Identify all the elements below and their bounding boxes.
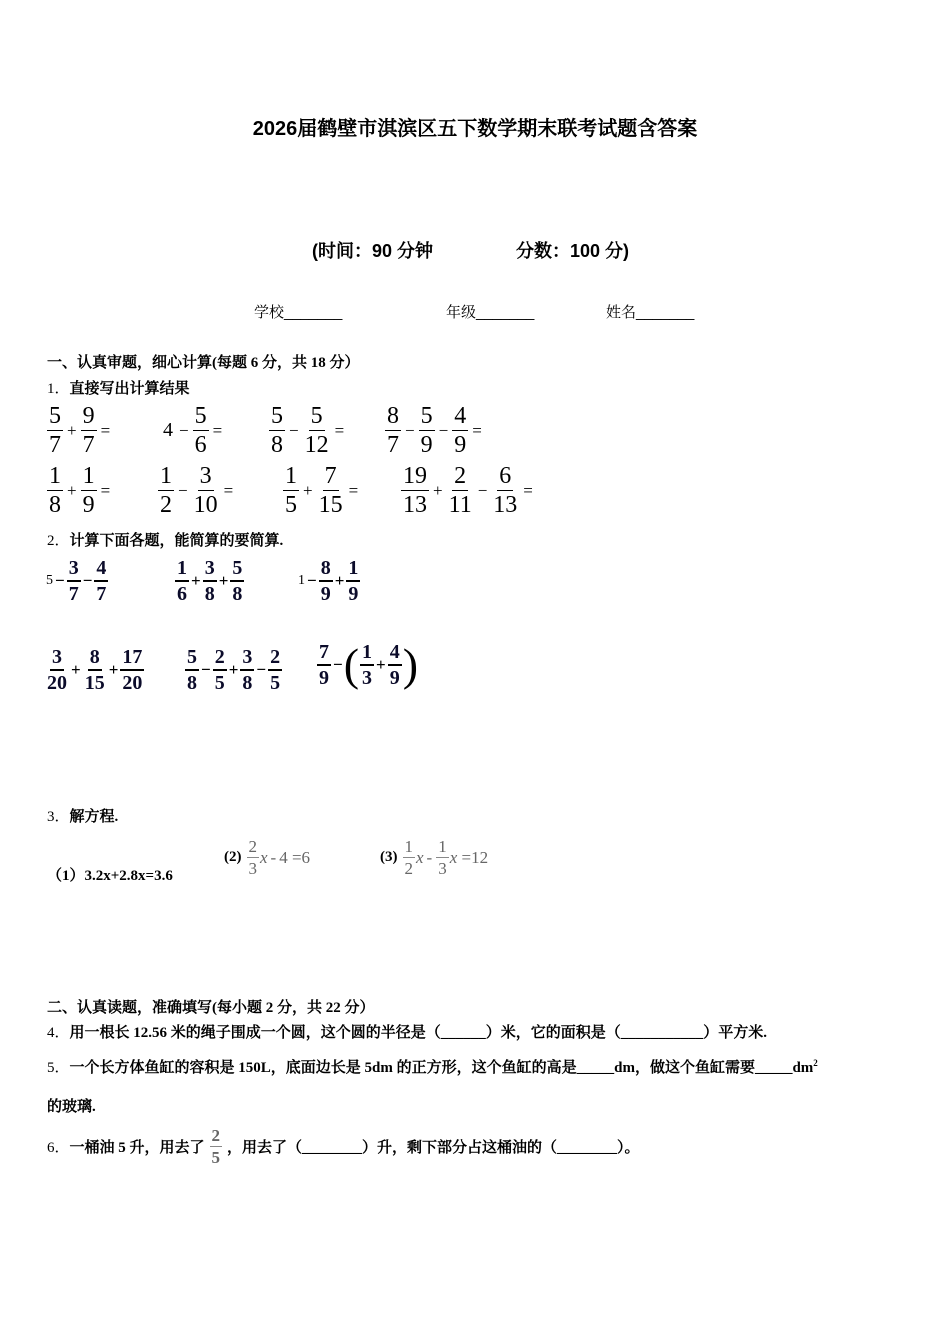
section-2-heading: 二、认真读题，准确填写(每小题 2 分，共 22 分） <box>47 1000 375 1016</box>
question-6 <box>47 1126 640 1166</box>
calc-1-3: 5 8 − $\frac{5}{12}$ = <box>271 403 345 458</box>
question-3 <box>47 805 118 826</box>
calc-1-7: 1 5 + $\frac{7}{15}$ = <box>285 463 359 518</box>
calc-2-4: 3 20 + $\frac{8}{15}$ + $\frac{17}{20}$ <box>47 646 143 694</box>
question-text-b: ，用去了（________）升，剩下部分占这桶油的（________）。 <box>227 1139 640 1156</box>
question-number: 1． <box>47 381 70 397</box>
question-5-continued: 的玻璃. <box>47 1099 96 1115</box>
question-text: 一个长方体鱼缸的容积是 150L，底面边长是 5dm 的正方形，这个鱼缸的高是_____dm，做这个鱼缸需要_____dm <box>69 1060 814 1076</box>
exam-score: 分数：100 分) <box>516 241 630 261</box>
question-number: 4． <box>47 1025 70 1041</box>
question-number: 2． <box>47 533 70 549</box>
section-1-heading: 一、认真审题，细心计算(每题 6 分，共 18 分） <box>47 355 360 371</box>
fraction-numerator: 2 <box>211 1126 221 1145</box>
exam-time: (时间：90 分钟 <box>312 241 434 261</box>
calc-1-6: 1 2 − $\frac{3}{10}$ = <box>160 463 234 518</box>
question-number: 5． <box>47 1060 70 1076</box>
question-text: 计算下面各题，能简算的要简算. <box>69 533 284 549</box>
calc-1-4: 8 7 − $\frac{5}{9}$ − $\frac{4}{9}$ = <box>387 403 482 458</box>
calc-1-5: 1 8 + $\frac{1}{9}$ = <box>49 463 111 518</box>
page-title: 2026届鹤壁市淇滨区五下数学期末联考试题含答案 <box>252 118 698 140</box>
school-field: 学校_______ <box>254 304 343 321</box>
equation-1: （1）3.2x+2.8x=3.6 <box>47 868 173 884</box>
calc-1-8: 19 13 + $\frac{2}{11}$ − $\frac{6}{13}$ = <box>403 463 533 518</box>
equation-2-label: (2) <box>224 849 242 865</box>
question-1 <box>47 377 190 398</box>
calc-1-2: 4 − $\frac{5}{6}$ = <box>163 403 223 458</box>
name-field: 姓名_______ <box>606 304 695 321</box>
question-number: 6． <box>47 1139 70 1156</box>
question-text: 解方程. <box>69 809 119 825</box>
equation-2: (2) 2 3 x - 4 =6 <box>224 837 311 878</box>
calc-2-2: 1 6 + $\frac{3}{8}$ + $\frac{5}{8}$ <box>177 557 243 605</box>
superscript: 2 <box>813 1058 818 1068</box>
calc-2-6: 7 9 − ( 1 3 + $\frac{4}{9}$ ) <box>319 639 419 690</box>
calc-2-3: 1 − $\frac{8}{9}$ + $\frac{1}{9}$ <box>298 557 359 605</box>
calc-2-5: 5 8 − $\frac{2}{5}$ + $\frac{3}{8}$ − $\frac{2}{5}$ <box>187 646 281 694</box>
grade-field: 年级_______ <box>446 304 535 321</box>
question-2 <box>47 529 283 550</box>
question-5 <box>47 1056 904 1077</box>
calc-2-1: 5 − $\frac{3}{7}$ − $\frac{4}{7}$ <box>46 557 107 605</box>
calc-1-1: 5 7 + $\frac{9}{7}$ = <box>49 403 111 458</box>
question-text-a: 一桶油 5 升，用去了 <box>69 1139 205 1156</box>
equation-3-label: (3) <box>380 849 398 865</box>
question-text: 用一根长 12.56 米的绳子围成一个圆，这个圆的半径是（______）米，它的面积是（___________）平方米. <box>69 1025 768 1041</box>
question-4 <box>47 1021 767 1042</box>
question-text: 直接写出计算结果 <box>69 381 190 397</box>
question-number: 3． <box>47 809 70 825</box>
fraction-denominator: 5 <box>211 1148 221 1167</box>
fraction <box>205 1126 228 1166</box>
equation-3: (3) 1 2 x - 1 3 x =12 <box>380 837 489 878</box>
